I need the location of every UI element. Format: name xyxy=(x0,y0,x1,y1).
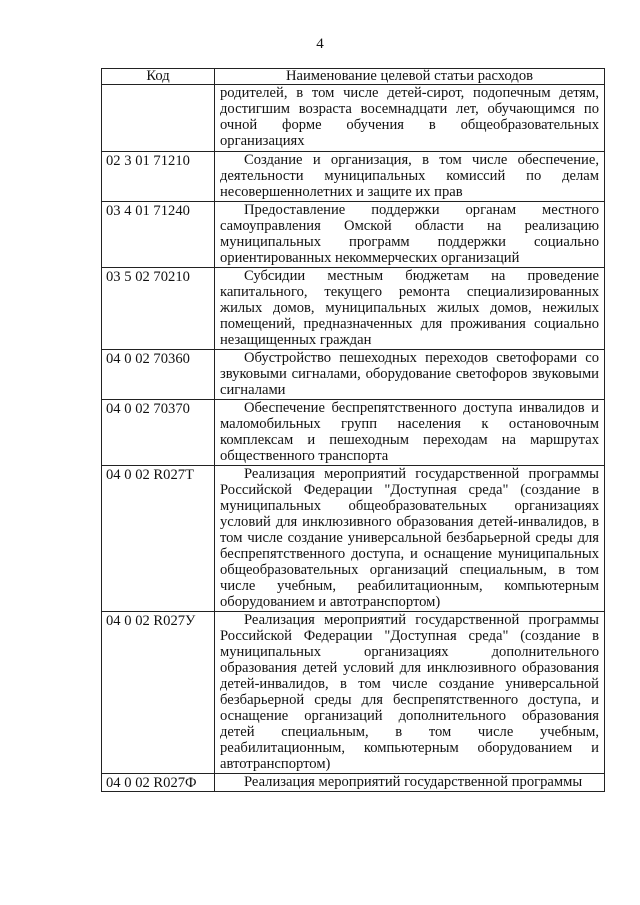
row-code: 04 0 02 R027Ф xyxy=(102,774,215,792)
table-header-row xyxy=(102,69,605,85)
table-row xyxy=(102,268,605,350)
row-code-empty xyxy=(102,85,215,152)
header-code: Код xyxy=(102,69,215,85)
row-code: 04 0 02 70370 xyxy=(102,400,215,466)
table-row xyxy=(102,202,605,268)
table-row xyxy=(102,466,605,612)
row-name: Обеспечение беспрепятственного доступа инвалидов и маломобильных групп населения к остановочным комплексам и пешеходным переходам на маршрутах общественного транспорта xyxy=(215,400,605,466)
table-row xyxy=(102,152,605,202)
row-name: Создание и организация, в том числе обеспечение, деятельности муниципальных комиссий по делам несовершеннолетних и защите их прав xyxy=(215,152,605,202)
row-name: Субсидии местным бюджетам на проведение капитального, текущего ремонта специализированных жилых домов, муниципальных жилых домов, нежилых помещений, предназначенных для проживания социально незащищенных граждан xyxy=(215,268,605,350)
row-code: 03 4 01 71240 xyxy=(102,202,215,268)
row-code: 02 3 01 71210 xyxy=(102,152,215,202)
row-code: 04 0 02 R027У xyxy=(102,612,215,774)
row-name: родителей, в том числе детей-сирот, подопечным детям, достигшим возраста восемнадцати лет, обучающимся по очной форме обучения в общеобразовательных организациях xyxy=(215,85,605,152)
table-row-continuation xyxy=(102,85,605,152)
table-row xyxy=(102,350,605,400)
row-name: Предоставление поддержки органам местного самоуправления Омской области на реализацию муниципальных программ поддержки социально ориентированных некоммерческих организаций xyxy=(215,202,605,268)
header-name: Наименование целевой статьи расходов xyxy=(215,69,605,85)
target-expense-table xyxy=(101,68,605,792)
row-name: Реализация мероприятий государственной программы Российской Федерации "Доступная среда" (создание в муниципальных общеобразовательных организациях условий для инклюзивного образования детей-инвалидов, в том числе создание универсальной безбарьерной среды для беспрепятственного доступа, и оснащение муниципальных общеобразовательных организаций специальным, в том числе учебным, реабилитационным, компьютерным оборудованием и автотранспортом) xyxy=(215,466,605,612)
row-code: 04 0 02 70360 xyxy=(102,350,215,400)
page-number: 4 xyxy=(316,36,324,52)
row-name: Обустройство пешеходных переходов светофорами со звуковыми сигналами, оборудование светофоров звуковыми сигналами xyxy=(215,350,605,400)
table-row xyxy=(102,400,605,466)
table-row xyxy=(102,774,605,792)
row-code: 03 5 02 70210 xyxy=(102,268,215,350)
row-name: Реализация мероприятий государственной программы xyxy=(215,774,605,792)
table-row xyxy=(102,612,605,774)
row-name: Реализация мероприятий государственной программы Российской Федерации "Доступная среда" (создание в муниципальных организациях дополнительного образования детей условий для инклюзивного образования детей-инвалидов, в том числе создание универсальной безбарьерной среды для беспрепятственного доступа, и оснащение организаций дополнительного образования детей специальным, в том числе учебным, реабилитационным, компьютерным оборудованием и автотранспортом) xyxy=(215,612,605,774)
row-code: 04 0 02 R027Т xyxy=(102,466,215,612)
